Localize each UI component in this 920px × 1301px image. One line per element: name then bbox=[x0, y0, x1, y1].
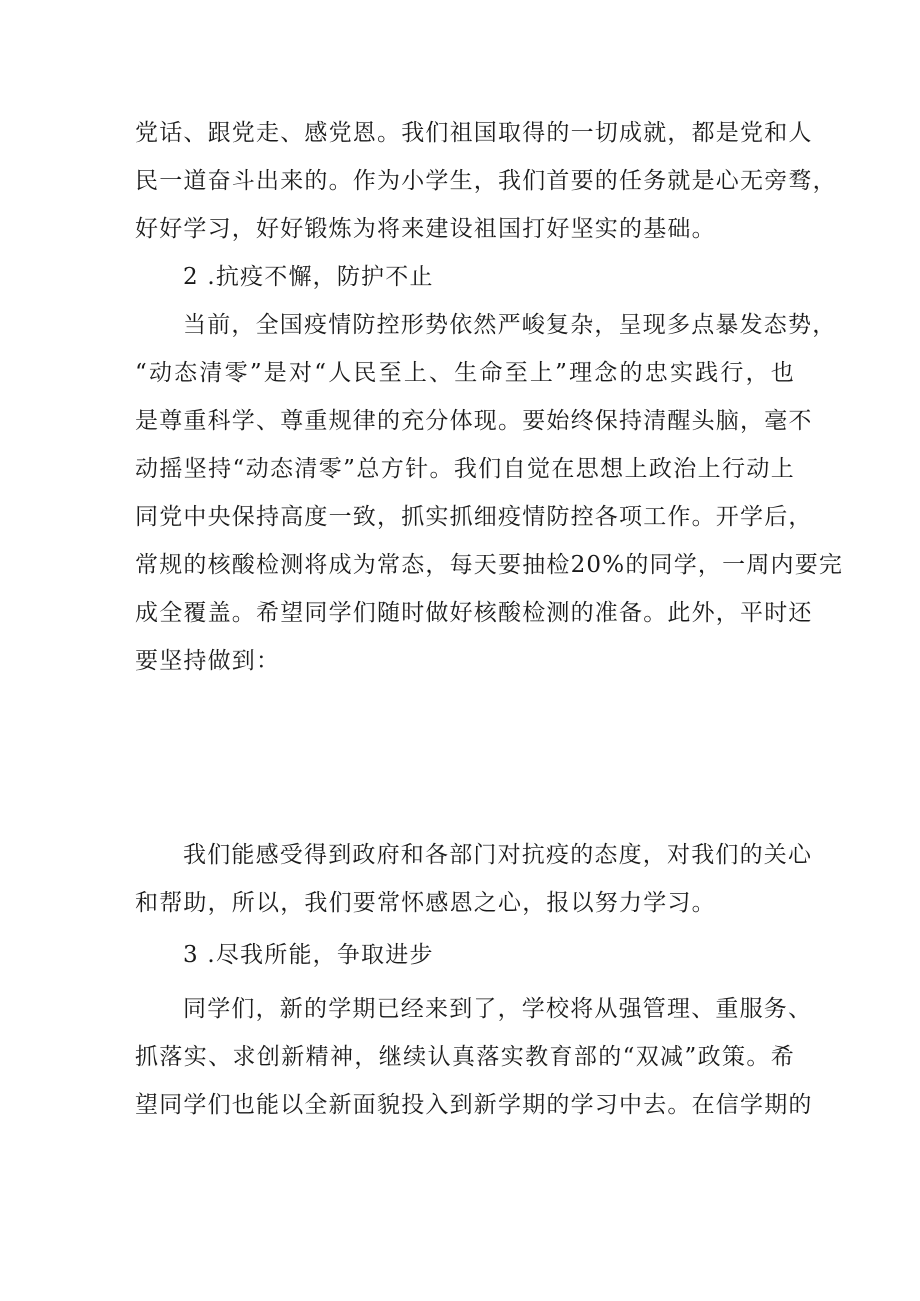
section-heading-2: 2 .抗疫不懈，防护不止 bbox=[183, 264, 434, 290]
paragraph-line: 我们能感受得到政府和各部门对抗疫的态度，对我们的关心 bbox=[183, 842, 813, 868]
paragraph-line: 和帮助，所以，我们要常怀感恩之心，报以努力学习。 bbox=[135, 890, 716, 916]
paragraph-line: 要坚持做到： bbox=[135, 648, 281, 674]
paragraph-line: 常规的核酸检测将成为常态，每天要抽检20%的同学，一周内要完 bbox=[135, 552, 844, 578]
paragraph-line: 动摇坚持“动态清零”总方针。我们自觉在思想上政治上行动上 bbox=[135, 456, 795, 482]
paragraph-line: 望同学们也能以全新面貌投入到新学期的学习中去。在信学期的 bbox=[135, 1092, 813, 1118]
paragraph-line: 成全覆盖。希望同学们随时做好核酸检测的准备。此外，平时还 bbox=[135, 600, 813, 626]
paragraph-line: 民一道奋斗出来的。作为小学生，我们首要的任务就是心无旁骛， bbox=[135, 168, 837, 194]
paragraph-line: 同党中央保持高度一致，抓实抓细疫情防控各项工作。开学后， bbox=[135, 504, 813, 530]
paragraph-line: 党话、跟党走、感党恩。我们祖国取得的一切成就，都是党和人 bbox=[135, 120, 813, 146]
paragraph-line: “动态清零”是对“人民至上、生命至上”理念的忠实践行，也 bbox=[135, 360, 795, 386]
paragraph-line: 抓落实、求创新精神，继续认真落实教育部的“双减”政策。希 bbox=[135, 1044, 795, 1070]
paragraph-line: 当前，全国疫情防控形势依然严峻复杂，呈现多点暴发态势， bbox=[183, 312, 837, 338]
section-heading-3: 3 .尽我所能，争取进步 bbox=[183, 942, 434, 968]
paragraph-line: 同学们，新的学期已经来到了，学校将从强管理、重服务、 bbox=[183, 996, 813, 1022]
paragraph-line: 是尊重科学、尊重规律的充分体现。要始终保持清醒头脑，毫不 bbox=[135, 408, 813, 434]
paragraph-line: 好好学习，好好锻炼为将来建设祖国打好坚实的基础。 bbox=[135, 216, 716, 242]
